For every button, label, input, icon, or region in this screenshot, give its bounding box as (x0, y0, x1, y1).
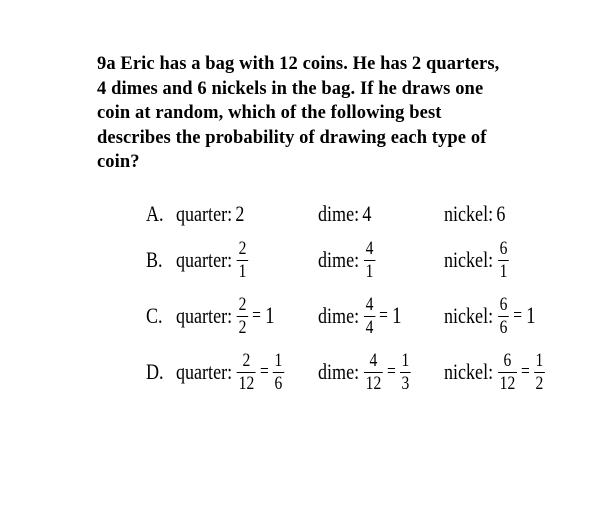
numerator: 6 (499, 293, 508, 315)
numerator: 4 (365, 237, 374, 259)
nickel-label: nickel: (444, 247, 494, 272)
simplified-fraction (400, 351, 411, 394)
denominator: 1 (499, 260, 508, 282)
numerator: 1 (535, 349, 544, 371)
result-value: 1 (392, 303, 402, 328)
numerator: 2 (238, 293, 247, 315)
denominator: 12 (238, 372, 255, 394)
quarter-label: quarter: (176, 201, 233, 226)
choice-a-nickel (444, 196, 505, 232)
choice-c-dime (318, 288, 401, 344)
dime-value: 4 (362, 201, 372, 226)
choice-b-quarter (176, 232, 250, 288)
choice-c-nickel (444, 288, 536, 344)
denominator: 12 (365, 372, 382, 394)
choice-a-dime (318, 196, 371, 232)
denominator: 6 (274, 372, 283, 394)
equals-sign: = (520, 361, 530, 382)
question-text: 9a Eric has a bag with 12 coins. He has 2 quarters, 4 dimes and 6 nickels in the bag. If he draws one coin at random, which of the following best describes the probability of drawing each type of coin? (97, 54, 500, 172)
dime-label: dime: (318, 201, 360, 226)
fraction (498, 295, 509, 338)
dime-label: dime: (318, 303, 360, 328)
choice-d-nickel (444, 344, 547, 400)
denominator: 1 (365, 260, 374, 282)
nickel-label: nickel: (444, 303, 494, 328)
denominator: 4 (365, 316, 374, 338)
simplified-fraction (273, 351, 284, 394)
numerator: 6 (503, 349, 512, 371)
choice-d-quarter (176, 344, 286, 400)
choice-b-dime (318, 232, 377, 288)
numerator: 2 (238, 237, 247, 259)
equals-sign: = (379, 305, 388, 326)
nickel-value: 6 (496, 201, 506, 226)
choice-letter: A. (146, 201, 164, 226)
equals-sign: = (513, 305, 522, 326)
denominator: 2 (535, 372, 544, 394)
fraction (498, 351, 517, 394)
choice-letter: B. (146, 247, 163, 272)
numerator: 1 (401, 349, 410, 371)
numerator: 6 (499, 237, 508, 259)
choice-b-nickel (444, 232, 511, 288)
choice-a-quarter (176, 196, 244, 232)
numerator: 4 (369, 349, 378, 371)
quarter-label: quarter: (176, 247, 233, 272)
numerator: 1 (274, 349, 283, 371)
quarter-label: quarter: (176, 303, 233, 328)
nickel-label: nickel: (444, 201, 494, 226)
denominator: 12 (499, 372, 516, 394)
fraction (237, 351, 256, 394)
fraction (237, 239, 248, 282)
fraction (498, 239, 509, 282)
choice-c-quarter (176, 288, 275, 344)
fraction (237, 295, 248, 338)
simplified-fraction (534, 351, 545, 394)
numerator: 2 (242, 349, 251, 371)
denominator: 6 (499, 316, 508, 338)
choice-letter: C. (146, 303, 163, 328)
equals-sign: = (386, 361, 396, 382)
dime-label: dime: (318, 359, 360, 384)
quarter-value: 2 (235, 201, 245, 226)
denominator: 3 (401, 372, 410, 394)
equals-sign: = (259, 361, 269, 382)
quarter-label: quarter: (176, 359, 233, 384)
result-value: 1 (526, 303, 536, 328)
fraction (364, 239, 375, 282)
numerator: 4 (365, 293, 374, 315)
dime-label: dime: (318, 247, 360, 272)
denominator: 1 (238, 260, 247, 282)
denominator: 2 (238, 316, 247, 338)
choice-d-dime (318, 344, 413, 400)
equals-sign: = (252, 305, 261, 326)
fraction (364, 295, 375, 338)
result-value: 1 (265, 303, 275, 328)
nickel-label: nickel: (444, 359, 494, 384)
fraction (364, 351, 383, 394)
choice-letter: D. (146, 359, 164, 384)
